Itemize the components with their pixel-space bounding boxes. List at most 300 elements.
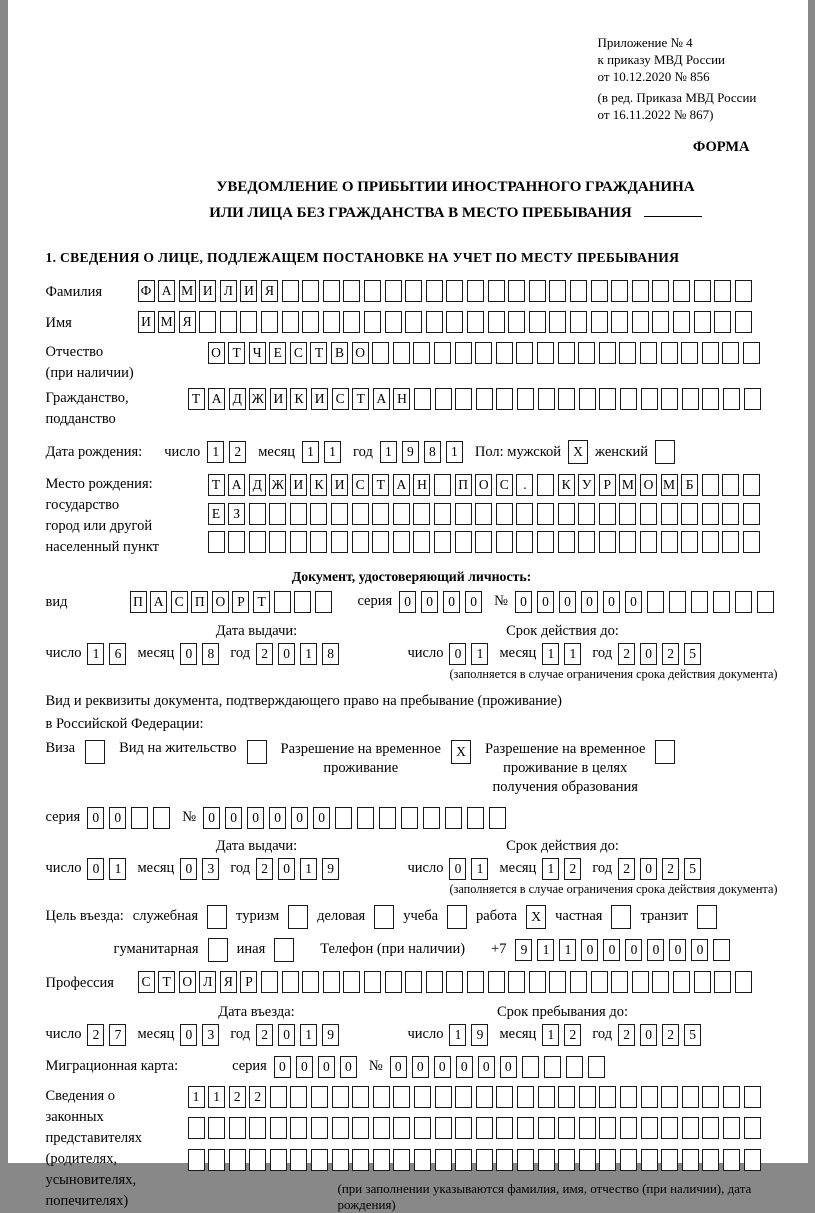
char-box[interactable] [723,1117,740,1139]
char-box[interactable] [434,342,451,364]
char-box[interactable] [722,531,739,553]
char-box[interactable]: 0 [340,1056,357,1078]
char-box[interactable] [661,1086,678,1108]
char-box[interactable]: 0 [603,591,620,613]
char-box[interactable] [647,591,664,613]
char-box[interactable] [641,1086,658,1108]
char-box[interactable] [579,1117,596,1139]
char-box[interactable]: 2 [564,858,581,880]
char-box[interactable] [249,1117,266,1139]
char-box[interactable] [323,311,340,333]
char-box[interactable]: 2 [662,1024,679,1046]
char-box[interactable]: И [240,280,257,302]
char-box[interactable]: 0 [87,807,104,829]
char-box[interactable] [435,1149,452,1171]
char-box[interactable] [722,474,739,496]
char-box[interactable]: 1 [207,441,224,463]
char-box[interactable] [713,939,730,961]
char-box[interactable] [558,1117,575,1139]
char-box[interactable] [323,971,340,993]
char-box[interactable]: 1 [446,441,463,463]
char-box[interactable]: 1 [559,939,576,961]
char-box[interactable] [413,531,430,553]
char-box[interactable]: Л [220,280,237,302]
char-box[interactable] [599,531,616,553]
char-box[interactable]: 0 [434,1056,451,1078]
char-box[interactable]: 2 [618,1024,635,1046]
char-box[interactable] [475,342,492,364]
char-box[interactable] [332,1117,349,1139]
char-box[interactable] [488,280,505,302]
char-box[interactable] [549,280,566,302]
char-box[interactable] [682,1149,699,1171]
char-box[interactable]: 8 [424,441,441,463]
char-box[interactable] [379,807,396,829]
char-box[interactable]: 0 [109,807,126,829]
char-box[interactable] [476,1086,493,1108]
business-checkbox[interactable] [374,905,394,929]
char-box[interactable] [240,311,257,333]
char-box[interactable]: 0 [278,1024,295,1046]
char-box[interactable] [611,971,628,993]
char-box[interactable]: С [138,971,155,993]
char-box[interactable] [723,1086,740,1108]
char-box[interactable] [743,531,760,553]
char-box[interactable] [538,1117,555,1139]
char-box[interactable] [702,1117,719,1139]
char-box[interactable]: Н [393,388,410,410]
char-box[interactable] [620,1149,637,1171]
char-box[interactable]: 1 [564,643,581,665]
char-box[interactable]: 0 [625,939,642,961]
char-box[interactable] [537,342,554,364]
char-box[interactable] [153,807,170,829]
char-box[interactable]: 1 [324,441,341,463]
char-box[interactable] [522,1056,539,1078]
char-box[interactable]: 0 [291,807,308,829]
char-box[interactable] [579,1149,596,1171]
private-checkbox[interactable] [611,905,631,929]
char-box[interactable] [290,531,307,553]
char-box[interactable] [228,531,245,553]
char-box[interactable] [332,1149,349,1171]
char-box[interactable] [673,280,690,302]
char-box[interactable]: 1 [542,643,559,665]
char-box[interactable]: 0 [412,1056,429,1078]
char-box[interactable]: Ж [269,474,286,496]
char-box[interactable]: 0 [515,591,532,613]
char-box[interactable] [496,1149,513,1171]
char-box[interactable] [372,342,389,364]
char-box[interactable] [661,1149,678,1171]
char-box[interactable] [538,388,555,410]
char-box[interactable] [405,280,422,302]
char-box[interactable] [702,1086,719,1108]
char-box[interactable] [661,1117,678,1139]
char-box[interactable]: Р [599,474,616,496]
char-box[interactable]: 0 [640,858,657,880]
char-box[interactable]: И [331,474,348,496]
char-box[interactable] [673,311,690,333]
char-box[interactable] [270,1086,287,1108]
char-box[interactable] [570,971,587,993]
char-box[interactable] [364,311,381,333]
char-box[interactable] [538,1086,555,1108]
char-box[interactable]: 1 [300,643,317,665]
char-box[interactable] [302,280,319,302]
char-box[interactable] [446,971,463,993]
char-box[interactable] [208,1149,225,1171]
char-box[interactable]: 0 [421,591,438,613]
char-box[interactable]: Л [199,971,216,993]
char-box[interactable] [714,971,731,993]
char-box[interactable]: З [228,503,245,525]
residence-permit-checkbox[interactable] [247,740,267,764]
char-box[interactable] [566,1056,583,1078]
char-box[interactable] [343,311,360,333]
char-box[interactable]: 5 [684,858,701,880]
char-box[interactable] [579,1086,596,1108]
char-box[interactable] [632,971,649,993]
char-box[interactable]: И [311,388,328,410]
char-box[interactable]: 6 [109,643,126,665]
char-box[interactable]: Д [249,474,266,496]
char-box[interactable] [467,807,484,829]
char-box[interactable] [682,1086,699,1108]
char-box[interactable] [702,503,719,525]
char-box[interactable]: 2 [618,643,635,665]
char-box[interactable] [723,1149,740,1171]
char-box[interactable] [558,342,575,364]
char-box[interactable]: М [661,474,678,496]
char-box[interactable]: С [171,591,188,613]
char-box[interactable] [488,971,505,993]
char-box[interactable]: 1 [300,1024,317,1046]
char-box[interactable] [310,531,327,553]
char-box[interactable] [199,311,216,333]
char-box[interactable] [517,388,534,410]
char-box[interactable]: 5 [684,643,701,665]
char-box[interactable]: 1 [380,441,397,463]
char-box[interactable]: 0 [203,807,220,829]
char-box[interactable] [669,591,686,613]
char-box[interactable] [274,591,291,613]
humanitarian-checkbox[interactable] [208,938,228,962]
char-box[interactable] [373,1086,390,1108]
char-box[interactable]: 0 [640,1024,657,1046]
work-checkbox[interactable]: X [526,905,546,929]
char-box[interactable] [722,503,739,525]
char-box[interactable] [261,971,278,993]
char-box[interactable]: Н [413,474,430,496]
char-box[interactable] [549,971,566,993]
char-box[interactable]: 1 [87,643,104,665]
char-box[interactable] [591,311,608,333]
char-box[interactable]: 1 [449,1024,466,1046]
char-box[interactable]: 9 [322,1024,339,1046]
char-box[interactable] [393,1086,410,1108]
char-box[interactable]: Ч [249,342,266,364]
char-box[interactable]: Т [158,971,175,993]
char-box[interactable] [455,1117,472,1139]
char-box[interactable] [620,1086,637,1108]
char-box[interactable] [537,474,554,496]
char-box[interactable] [632,280,649,302]
char-box[interactable] [722,342,739,364]
char-box[interactable]: О [212,591,229,613]
char-box[interactable]: 2 [256,1024,273,1046]
char-box[interactable] [249,1149,266,1171]
char-box[interactable] [393,1117,410,1139]
char-box[interactable]: А [150,591,167,613]
char-box[interactable]: К [290,388,307,410]
char-box[interactable] [735,591,752,613]
char-box[interactable] [661,531,678,553]
char-box[interactable]: 0 [278,643,295,665]
char-box[interactable]: С [352,474,369,496]
char-box[interactable] [508,311,525,333]
char-box[interactable]: 0 [449,643,466,665]
char-box[interactable] [476,1149,493,1171]
char-box[interactable] [488,311,505,333]
char-box[interactable] [599,1149,616,1171]
char-box[interactable] [641,388,658,410]
official-checkbox[interactable] [207,905,227,929]
char-box[interactable] [373,1149,390,1171]
char-box[interactable]: 2 [256,643,273,665]
char-box[interactable] [372,531,389,553]
char-box[interactable] [455,1086,472,1108]
char-box[interactable] [681,342,698,364]
char-box[interactable]: 0 [269,807,286,829]
char-box[interactable] [385,280,402,302]
char-box[interactable]: 0 [296,1056,313,1078]
char-box[interactable] [261,311,278,333]
char-box[interactable] [702,531,719,553]
char-box[interactable] [544,1056,561,1078]
char-box[interactable] [640,531,657,553]
char-box[interactable] [496,1086,513,1108]
char-box[interactable] [188,1117,205,1139]
male-checkbox[interactable]: X [568,440,588,464]
char-box[interactable]: 1 [542,1024,559,1046]
char-box[interactable]: А [228,474,245,496]
temp-residence-checkbox[interactable]: X [451,740,471,764]
char-box[interactable]: 8 [322,643,339,665]
char-box[interactable]: 0 [478,1056,495,1078]
char-box[interactable] [496,1117,513,1139]
char-box[interactable] [652,971,669,993]
char-box[interactable] [467,971,484,993]
char-box[interactable]: 0 [87,858,104,880]
char-box[interactable] [537,503,554,525]
char-box[interactable] [269,531,286,553]
char-box[interactable] [302,971,319,993]
char-box[interactable] [455,388,472,410]
char-box[interactable] [414,388,431,410]
char-box[interactable]: 1 [471,643,488,665]
char-box[interactable]: 0 [180,643,197,665]
char-box[interactable] [282,971,299,993]
char-box[interactable] [282,311,299,333]
char-box[interactable]: . [516,474,533,496]
char-box[interactable] [413,503,430,525]
char-box[interactable]: О [208,342,225,364]
char-box[interactable] [691,591,708,613]
char-box[interactable] [694,280,711,302]
char-box[interactable] [735,971,752,993]
char-box[interactable] [681,503,698,525]
char-box[interactable]: 2 [87,1024,104,1046]
char-box[interactable] [311,1086,328,1108]
char-box[interactable]: Е [208,503,225,525]
char-box[interactable] [426,280,443,302]
char-box[interactable]: 1 [188,1086,205,1108]
char-box[interactable]: 1 [537,939,554,961]
char-box[interactable]: М [619,474,636,496]
char-box[interactable] [591,280,608,302]
char-box[interactable]: 0 [449,858,466,880]
char-box[interactable]: 0 [225,807,242,829]
char-box[interactable] [414,1086,431,1108]
char-box[interactable]: 0 [465,591,482,613]
char-box[interactable] [385,311,402,333]
char-box[interactable] [538,1149,555,1171]
char-box[interactable]: И [199,280,216,302]
char-box[interactable]: Я [220,971,237,993]
char-box[interactable] [516,503,533,525]
char-box[interactable]: Т [253,591,270,613]
char-box[interactable] [517,1117,534,1139]
char-box[interactable]: К [310,474,327,496]
char-box[interactable] [529,311,546,333]
char-box[interactable] [702,1149,719,1171]
char-box[interactable] [434,503,451,525]
char-box[interactable] [591,971,608,993]
char-box[interactable]: 0 [318,1056,335,1078]
char-box[interactable]: 0 [247,807,264,829]
char-box[interactable] [640,503,657,525]
char-box[interactable] [702,388,719,410]
char-box[interactable] [290,503,307,525]
char-box[interactable] [290,1086,307,1108]
char-box[interactable] [714,280,731,302]
char-box[interactable]: 0 [313,807,330,829]
char-box[interactable] [435,1117,452,1139]
char-box[interactable]: С [332,388,349,410]
char-box[interactable]: 0 [603,939,620,961]
char-box[interactable] [311,1149,328,1171]
tourism-checkbox[interactable] [288,905,308,929]
char-box[interactable]: О [475,474,492,496]
char-box[interactable]: 0 [669,939,686,961]
char-box[interactable] [713,591,730,613]
char-box[interactable] [455,1149,472,1171]
char-box[interactable] [632,311,649,333]
char-box[interactable] [757,591,774,613]
char-box[interactable]: Я [261,280,278,302]
char-box[interactable]: 3 [202,1024,219,1046]
char-box[interactable] [508,280,525,302]
char-box[interactable] [352,1117,369,1139]
char-box[interactable] [529,280,546,302]
char-box[interactable]: Т [188,388,205,410]
char-box[interactable] [331,503,348,525]
char-box[interactable]: 0 [691,939,708,961]
char-box[interactable] [558,1086,575,1108]
char-box[interactable] [652,311,669,333]
char-box[interactable] [335,807,352,829]
char-box[interactable] [661,503,678,525]
char-box[interactable]: 1 [542,858,559,880]
char-box[interactable] [269,503,286,525]
char-box[interactable] [599,1086,616,1108]
char-box[interactable] [694,311,711,333]
char-box[interactable]: Р [232,591,249,613]
char-box[interactable] [558,388,575,410]
char-box[interactable] [413,342,430,364]
char-box[interactable] [640,342,657,364]
char-box[interactable] [229,1149,246,1171]
char-box[interactable] [743,474,760,496]
char-box[interactable] [220,311,237,333]
char-box[interactable] [270,1117,287,1139]
char-box[interactable] [619,342,636,364]
char-box[interactable]: В [331,342,348,364]
char-box[interactable] [496,342,513,364]
char-box[interactable] [661,388,678,410]
char-box[interactable]: К [558,474,575,496]
char-box[interactable]: 0 [456,1056,473,1078]
char-box[interactable]: Д [229,388,246,410]
char-box[interactable] [619,531,636,553]
char-box[interactable] [517,1149,534,1171]
char-box[interactable] [393,503,410,525]
char-box[interactable] [496,531,513,553]
char-box[interactable] [588,1056,605,1078]
char-box[interactable] [331,531,348,553]
char-box[interactable] [702,342,719,364]
char-box[interactable] [508,971,525,993]
char-box[interactable] [435,1086,452,1108]
char-box[interactable]: 0 [625,591,642,613]
char-box[interactable]: Б [681,474,698,496]
transit-checkbox[interactable] [697,905,717,929]
char-box[interactable] [549,311,566,333]
char-box[interactable] [426,971,443,993]
char-box[interactable] [435,388,452,410]
char-box[interactable] [332,1086,349,1108]
char-box[interactable]: 1 [208,1086,225,1108]
char-box[interactable] [405,311,422,333]
char-box[interactable]: 0 [559,591,576,613]
visa-checkbox[interactable] [85,740,105,764]
char-box[interactable] [475,503,492,525]
char-box[interactable]: 0 [581,939,598,961]
char-box[interactable]: 2 [564,1024,581,1046]
char-box[interactable]: 2 [229,1086,246,1108]
char-box[interactable] [229,1117,246,1139]
char-box[interactable]: 1 [300,858,317,880]
char-box[interactable] [578,503,595,525]
char-box[interactable]: 2 [662,643,679,665]
char-box[interactable]: П [455,474,472,496]
char-box[interactable] [455,342,472,364]
char-box[interactable] [620,1117,637,1139]
char-box[interactable]: Ж [249,388,266,410]
char-box[interactable] [393,531,410,553]
char-box[interactable] [446,280,463,302]
